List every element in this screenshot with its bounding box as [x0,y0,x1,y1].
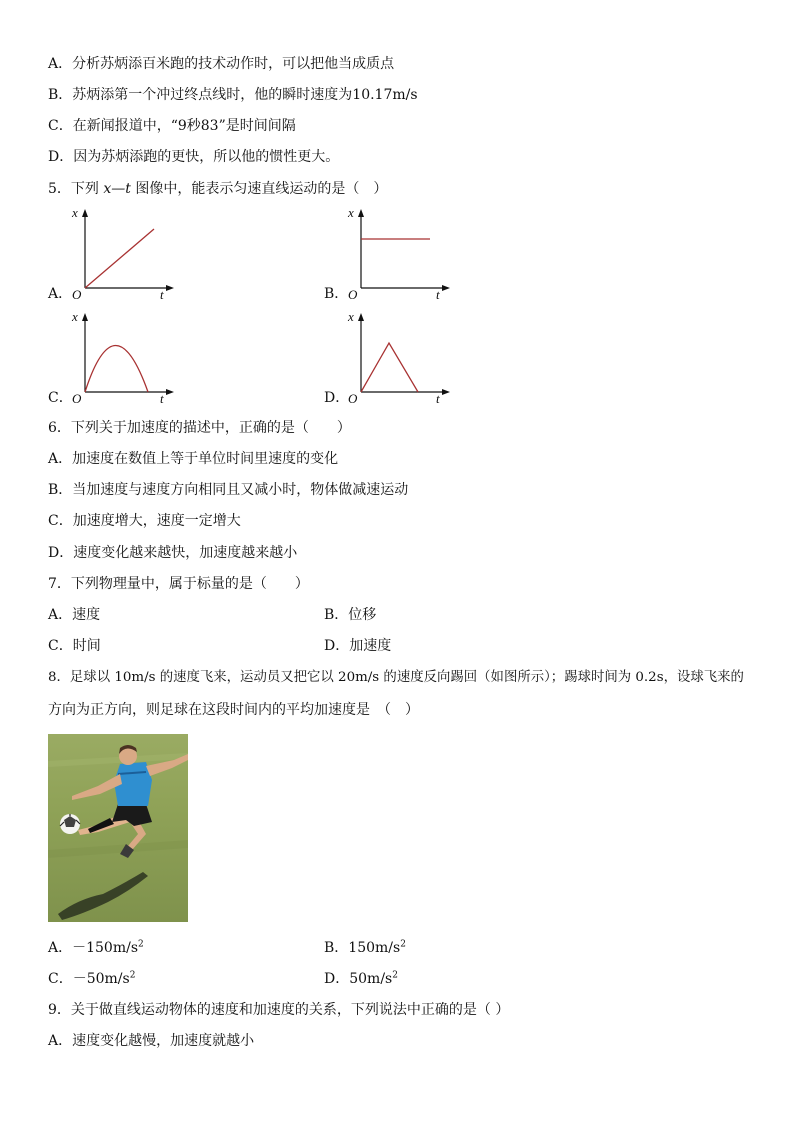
soccer-player-photo [48,734,188,922]
q7-option-d: D．加速度 [324,638,392,654]
q7-option-b: B．位移 [324,607,377,623]
q6-option-c: C．加速度增大，速度一定增大 [48,513,241,529]
graph-b [344,205,454,303]
q5-label-b: B． [324,286,349,302]
q4-option-c: C．在新闻报道中，“9秒83”是时间间隔 [48,118,296,134]
graph-c-x-label: t [160,391,164,406]
graph-c [68,309,178,407]
q8-option-b: B．$150m/s^2$ [324,939,406,956]
graph-b-y-label: x [348,205,354,220]
q6-option-d: D．速度变化越来越快，加速度越来越小 [48,545,298,561]
graph-d-x-label: t [436,391,440,406]
graph-a-origin: O [72,287,82,302]
q9-option-a: A．速度变化越慢，加速度就越小 [48,1033,255,1049]
q7-option-a: A．速度 [48,607,101,623]
q8-option-c: C．$-50m/s^2$ [48,970,136,987]
q7-stem: 7．下列物理量中，属于标量的是（ ） [48,576,309,592]
q5-label-a: A． [48,286,73,302]
q4-option-d: D．因为苏炳添跑的更快，所以他的惯性更大。 [48,149,340,165]
q4-option-a: A．分析苏炳添百米跑的技术动作时，可以把他当成质点 [48,56,395,72]
graph-d-origin: O [348,391,358,406]
graph-d-y-label: x [348,309,354,324]
q9-stem: 9．关于做直线运动物体的速度和加速度的关系，下列说法中正确的是（ ） [48,1002,510,1018]
q8-stem-line1: 8．足球以 10m/s 的速度飞来，运动员又把它以 20m/s 的速度反向踢回（如图所示）；踢球时间为 0.2s，设球飞来的 [48,670,744,685]
q8-option-d: D．$50m/s^2$ [324,970,398,987]
q5-label-c: C． [48,390,73,406]
graph-d [344,309,454,407]
graph-c-y-label: x [72,309,78,324]
q7-option-c: C．时间 [48,638,101,654]
q8-option-a: A．$-150m/s^2$ [48,939,144,956]
q4-option-b: B．苏炳添第一个冲过终点线时，他的瞬时速度为10.17m/s [48,87,418,103]
graph-a-y-label: x [72,205,78,220]
graph-b-x-label: t [436,287,440,302]
graph-b-origin: O [348,287,358,302]
q6-stem: 6．下列关于加速度的描述中，正确的是（ ） [48,420,351,436]
q6-option-a: A．加速度在数值上等于单位时间里速度的变化 [48,451,339,467]
q8-stem-line2: 方向为正方向，则足球在这段时间内的平均加速度是 （ ） [48,702,419,718]
q5-label-d: D． [324,390,350,406]
q6-option-b: B．当加速度与速度方向相同且又减小时，物体做减速运动 [48,482,409,498]
graph-a-x-label: t [160,287,164,302]
graph-c-origin: O [72,391,82,406]
q5-stem: 5．下列 x—t 图像中，能表示匀速直线运动的是（ ） [48,181,388,197]
graph-a [68,205,178,303]
